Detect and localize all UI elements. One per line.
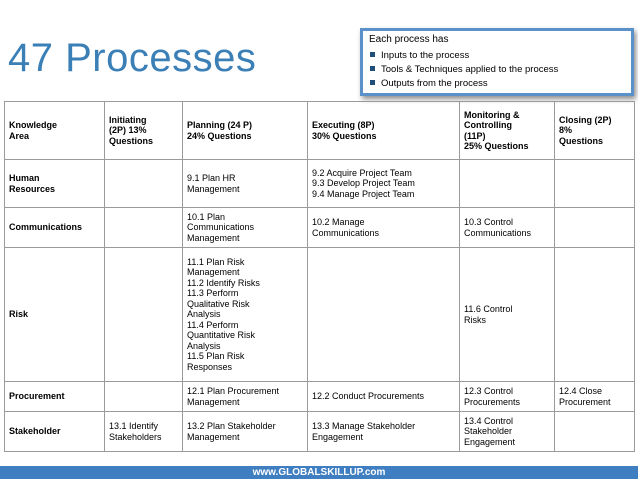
- table-cell: [105, 208, 183, 248]
- table-cell: 12.4 Close Procurement: [555, 382, 635, 412]
- table-header-row: [5, 102, 635, 160]
- table-cell: 10.1 Plan Communications Management: [183, 208, 308, 248]
- table-cell: 9.1 Plan HR Management: [183, 160, 308, 208]
- table-cell: 11.6 Control Risks: [460, 248, 555, 382]
- callout-item-text: Tools & Techniques applied to the process: [381, 64, 559, 75]
- table-cell: 10.3 Control Communications: [460, 208, 555, 248]
- callout-heading: Each process has: [369, 34, 449, 45]
- table-row: [5, 382, 635, 412]
- column-header-monitoring: Monitoring & Controlling (11P) 25% Questions: [460, 102, 555, 160]
- table-cell: 9.2 Acquire Project Team 9.3 Develop Project Team 9.4 Manage Project Team: [308, 160, 460, 208]
- square-bullet-icon: [370, 66, 375, 71]
- table-cell: 12.3 Control Procurements: [460, 382, 555, 412]
- table-cell: [555, 248, 635, 382]
- callout-item: [369, 49, 558, 63]
- table-row: [5, 248, 635, 382]
- process-callout-box: [360, 28, 634, 96]
- callout-item: [369, 63, 558, 77]
- process-table: [4, 101, 635, 452]
- table-row: [5, 208, 635, 248]
- table-cell: 12.2 Conduct Procurements: [308, 382, 460, 412]
- callout-item: [369, 77, 558, 91]
- table-cell: [555, 208, 635, 248]
- table-cell: 11.1 Plan Risk Management 11.2 Identify Risks 11.3 Perform Qualitative Risk Analysis 11.4 Perform Quantitative Risk Analysis 11.5 Plan Risk Responses: [183, 248, 308, 382]
- table-cell: 13.3 Manage Stakeholder Engagement: [308, 412, 460, 452]
- slide-header: [0, 0, 638, 98]
- square-bullet-icon: [370, 80, 375, 85]
- table-cell: 13.1 Identify Stakeholders: [105, 412, 183, 452]
- table-cell: [105, 248, 183, 382]
- table-cell: 13.4 Control Stakeholder Engagement: [460, 412, 555, 452]
- table-cell: [555, 412, 635, 452]
- table-row: [5, 412, 635, 452]
- column-header-planning: Planning (24 P) 24% Questions: [183, 102, 308, 160]
- column-header-executing: Executing (8P) 30% Questions: [308, 102, 460, 160]
- footer-bar: [0, 466, 638, 479]
- knowledge-area-cell: Communications: [5, 208, 105, 248]
- table-cell: [105, 382, 183, 412]
- table-cell: 10.2 Manage Communications: [308, 208, 460, 248]
- square-bullet-icon: [370, 52, 375, 57]
- slide-title: 47 Processes: [8, 36, 257, 80]
- table-row: [5, 160, 635, 208]
- knowledge-area-cell: Risk: [5, 248, 105, 382]
- column-header-initiating: Initiating (2P) 13% Questions: [105, 102, 183, 160]
- column-header-closing: Closing (2P) 8% Questions: [555, 102, 635, 160]
- table-cell: [308, 248, 460, 382]
- callout-item-text: Outputs from the process: [381, 78, 488, 89]
- table-cell: 12.1 Plan Procurement Management: [183, 382, 308, 412]
- column-header-knowledge-area: Knowledge Area: [5, 102, 105, 160]
- callout-item-text: Inputs to the process: [381, 50, 470, 61]
- knowledge-area-cell: Procurement: [5, 382, 105, 412]
- callout-inner: [363, 31, 631, 93]
- table-cell: [555, 160, 635, 208]
- callout-list: [369, 49, 558, 91]
- table-cell: 13.2 Plan Stakeholder Management: [183, 412, 308, 452]
- table-cell: [460, 160, 555, 208]
- footer-website: www.GLOBALSKILLUP.com: [252, 467, 386, 478]
- knowledge-area-cell: Stakeholder: [5, 412, 105, 452]
- knowledge-area-cell: Human Resources: [5, 160, 105, 208]
- table-cell: [105, 160, 183, 208]
